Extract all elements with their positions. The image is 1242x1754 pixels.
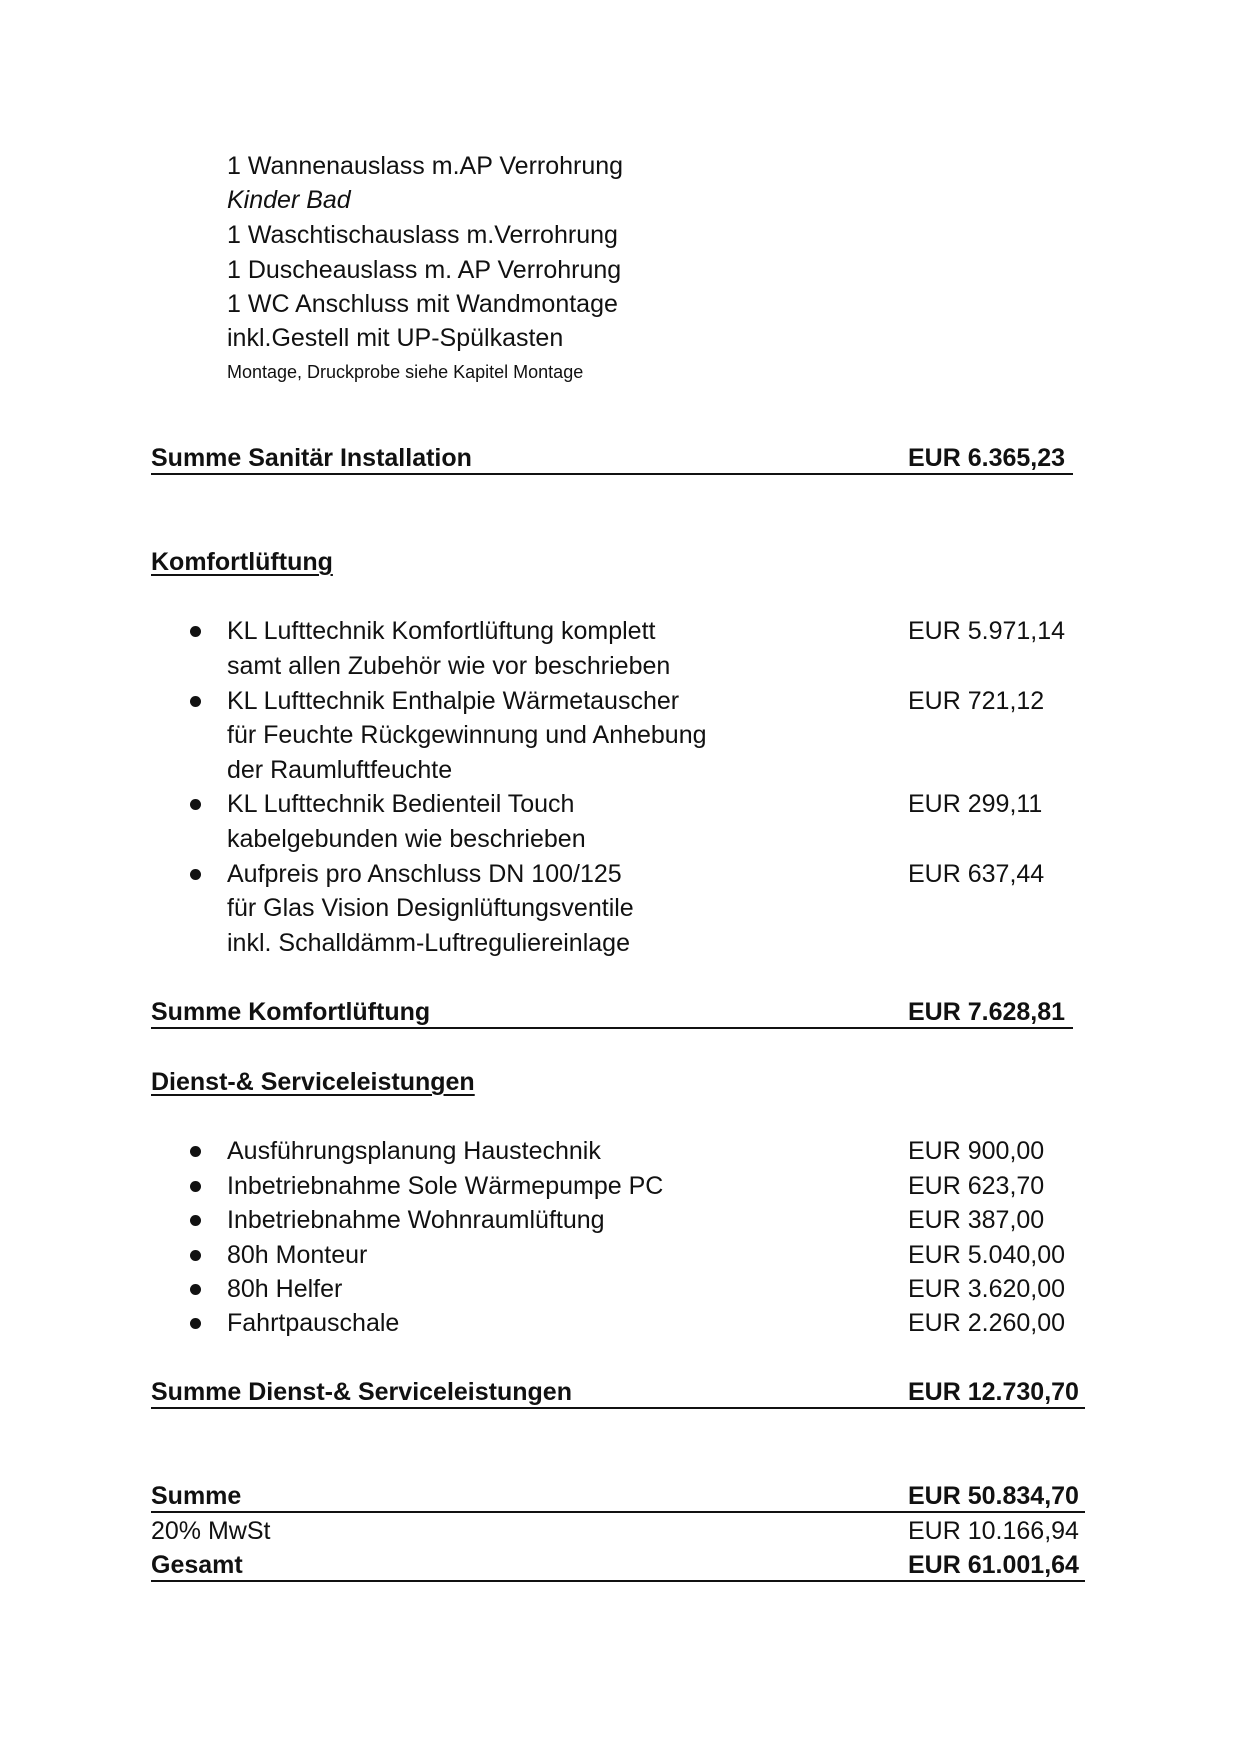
underline-rule <box>151 1407 1085 1409</box>
list-item-label: Fahrtpauschale <box>227 1309 400 1337</box>
bullet-icon <box>190 1250 201 1261</box>
sum-sanitaer-row <box>151 443 1071 475</box>
bullet-icon <box>190 1318 201 1329</box>
bullet-icon <box>190 696 201 707</box>
list-item-line: inkl. Schalldämm-Luftreguliereinlage <box>227 929 630 957</box>
bullet-icon <box>190 799 201 810</box>
list-item-line: KL Lufttechnik Komfortlüftung komplett <box>227 617 656 645</box>
sum-label: Summe Sanitär Installation <box>151 444 472 472</box>
bullet-icon <box>190 1181 201 1192</box>
underline-rule <box>151 1511 1085 1513</box>
intro-note: Montage, Druckprobe siehe Kapitel Montage <box>227 362 584 382</box>
item-amount: EUR 5.971,14 <box>908 617 1066 645</box>
sum-label: Summe Komfortlüftung <box>151 998 431 1026</box>
list-item-line: für Glas Vision Designlüftungsventile <box>227 894 634 922</box>
sum-amount: EUR 7.628,81 <box>908 998 1066 1026</box>
item-amount: EUR 5.040,00 <box>908 1241 1066 1269</box>
list-item-label: 80h Monteur <box>227 1241 368 1269</box>
list-item-line: für Feuchte Rückgewinnung und Anhebung <box>227 721 707 749</box>
sum-komfort-row <box>151 997 1071 1029</box>
intro-line: inkl.Gestell mit UP-Spülkasten <box>227 324 564 352</box>
list-item-label: Inbetriebnahme Wohnraumlüftung <box>227 1206 605 1234</box>
underline-rule <box>151 473 1073 475</box>
total-amount: EUR 50.834,70 <box>908 1482 1079 1510</box>
section-heading-komfort: Komfortlüftung <box>151 548 333 576</box>
item-amount: EUR 637,44 <box>908 860 1045 888</box>
sum-dienst-row <box>151 1377 1085 1409</box>
item-amount: EUR 3.620,00 <box>908 1275 1066 1303</box>
intro-line-subheading: Kinder Bad <box>227 186 351 214</box>
mwst-amount: EUR 10.166,94 <box>908 1517 1079 1545</box>
sum-amount: EUR 6.365,23 <box>908 444 1066 472</box>
item-amount: EUR 387,00 <box>908 1206 1045 1234</box>
list-item-label: Ausführungsplanung Haustechnik <box>227 1137 601 1165</box>
list-item-line: KL Lufttechnik Enthalpie Wärmetauscher <box>227 687 680 715</box>
total-label: Gesamt <box>151 1551 243 1579</box>
mwst-row <box>151 1516 1085 1546</box>
intro-line: 1 Wannenauslass m.AP Verrohrung <box>227 152 624 180</box>
list-item-line: KL Lufttechnik Bedienteil Touch <box>227 790 575 818</box>
list-item-line: samt allen Zubehör wie vor beschrieben <box>227 652 671 680</box>
intro-line: 1 Waschtischauslass m.Verrohrung <box>227 221 618 249</box>
total-gesamt-row <box>151 1550 1085 1582</box>
bullet-icon <box>190 1284 201 1295</box>
section-heading-dienst: Dienst-& Serviceleistungen <box>151 1068 475 1096</box>
bullet-icon <box>190 869 201 880</box>
mwst-label: 20% MwSt <box>151 1517 271 1545</box>
underline-rule <box>151 1580 1085 1582</box>
item-amount: EUR 299,11 <box>908 790 1043 818</box>
list-item-label: Inbetriebnahme Sole Wärmepumpe PC <box>227 1172 664 1200</box>
list-item-line: Aufpreis pro Anschluss DN 100/125 <box>227 860 622 888</box>
intro-line: 1 Duscheauslass m. AP Verrohrung <box>227 256 622 284</box>
item-amount: EUR 623,70 <box>908 1172 1045 1200</box>
sum-label: Summe Dienst-& Serviceleistungen <box>151 1378 572 1406</box>
bullet-icon <box>190 1146 201 1157</box>
item-amount: EUR 900,00 <box>908 1137 1045 1165</box>
intro-line: 1 WC Anschluss mit Wandmontage <box>227 290 618 318</box>
total-amount: EUR 61.001,64 <box>908 1551 1079 1579</box>
list-item-line: der Raumluftfeuchte <box>227 756 453 784</box>
total-summe-row <box>151 1481 1085 1513</box>
bullet-icon <box>190 626 201 637</box>
sum-amount: EUR 12.730,70 <box>908 1378 1079 1406</box>
bullet-icon <box>190 1215 201 1226</box>
list-item-label: 80h Helfer <box>227 1275 343 1303</box>
total-label: Summe <box>151 1482 242 1510</box>
item-amount: EUR 2.260,00 <box>908 1309 1066 1337</box>
item-amount: EUR 721,12 <box>908 687 1045 715</box>
underline-rule <box>151 1027 1073 1029</box>
list-item-line: kabelgebunden wie beschrieben <box>227 825 586 853</box>
